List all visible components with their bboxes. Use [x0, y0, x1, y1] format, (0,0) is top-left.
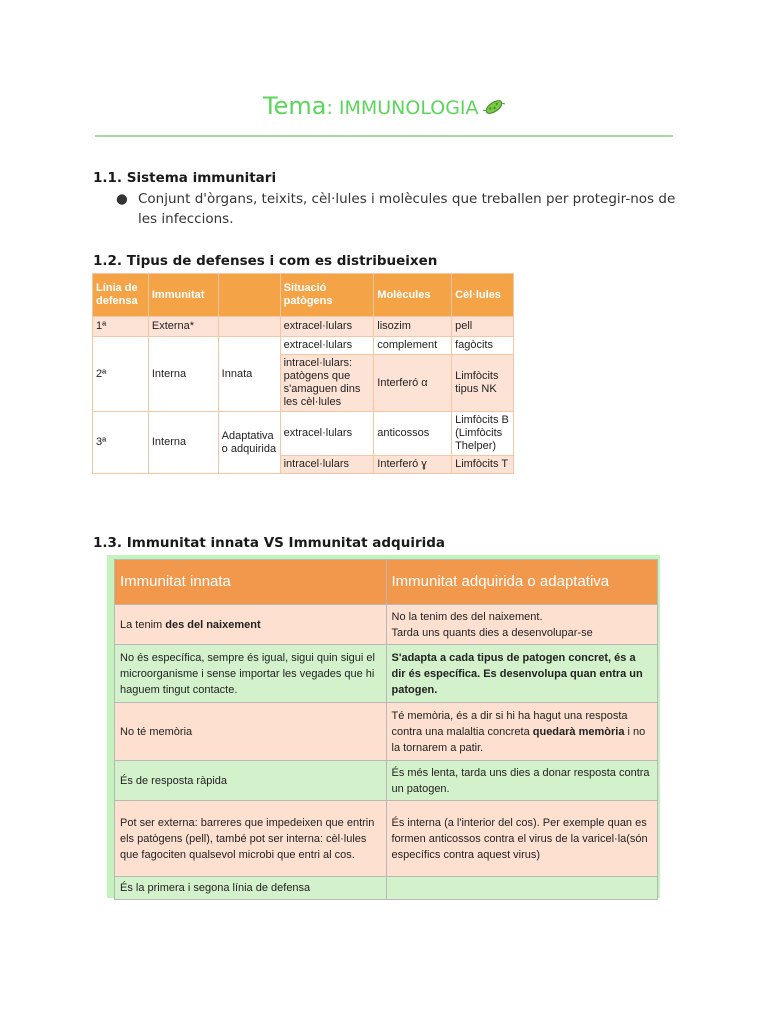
header-cell: Immunitat [148, 274, 218, 317]
title-topic: : IMMUNOLOGIA [326, 97, 479, 119]
header-cell [218, 274, 280, 317]
table-cell: És més lenta, tarda uns dies a donar resposta contra un patogen. [386, 761, 658, 801]
table-cell [218, 317, 280, 337]
bullet-dot-icon: ● [116, 191, 128, 207]
section-heading-2: 1.2. Tipus de defenses i com es distribueixen [93, 253, 438, 269]
table-cell: La tenim des del naixement [115, 605, 387, 645]
table-cell: Limfòcits B (Limfòcits Thelper) [452, 412, 514, 456]
table-cell [386, 877, 658, 900]
table-cell: complement [374, 337, 452, 355]
header-cell: Molècules [374, 274, 452, 317]
table-header-row [115, 560, 658, 605]
table-cell: Externa* [148, 317, 218, 337]
table-cell: intracel·lulars [280, 456, 374, 474]
title-divider [95, 135, 673, 137]
header-adaptive: Immunitat adquirida o adaptativa [386, 560, 658, 605]
microbe-icon [483, 97, 505, 122]
table-cell: Té memòria, és a dir si hi ha hagut una resposta contra una malaltia concreta quedarà memòria i no la tornarem a patir. [386, 703, 658, 761]
table-header-row [93, 274, 514, 317]
defense-table [92, 273, 514, 474]
table-cell: 1ª [93, 317, 149, 337]
header-cell: Línia de defensa [93, 274, 149, 317]
table-cell: No la tenim des del naixement. Tarda uns quants dies a desenvolupar-se [386, 605, 658, 645]
table-cell: lisozim [374, 317, 452, 337]
bullet-text: Conjunt d'òrgans, teixits, cèl·lules i molècules que treballen per protegir-nos de les infeccions. [138, 191, 676, 227]
table-cell: És interna (a l'interior del cos). Per exemple quan es formen anticossos contra el virus de la varicel·la(són específics contra aquest virus) [386, 801, 658, 877]
header-cell: Cèl·lules [452, 274, 514, 317]
table-row [115, 703, 658, 761]
table-row [115, 605, 658, 645]
table-cell: Interna [148, 337, 218, 412]
table-row [115, 645, 658, 703]
table-cell: Interna [148, 412, 218, 474]
bullet-item [116, 189, 676, 229]
table-cell: fagòcits [452, 337, 514, 355]
table-cell: intracel·lulars: patògens que s'amaguen dins les cèl·lules [280, 355, 374, 412]
table-cell: pell [452, 317, 514, 337]
table-row [93, 337, 514, 355]
table-cell: S'adapta a cada tipus de patogen concret, és a dir és específica. Es desenvolupa quan entra un patogen. [386, 645, 658, 703]
table-cell: Pot ser externa: barreres que impedeixen que entrin els patògens (pell), també pot ser interna: cèl·lules que fagociten qualsevol microbi que entri al cos. [115, 801, 387, 877]
table-cell: extracel·lulars [280, 412, 374, 456]
section-heading-1: 1.1. Sistema immunitari [93, 170, 277, 186]
table-cell: Interferó α [374, 355, 452, 412]
table-cell: 3ª [93, 412, 149, 474]
comparison-table [114, 559, 658, 900]
table-cell: 2ª [93, 337, 149, 412]
table-cell: anticossos [374, 412, 452, 456]
table-row [115, 761, 658, 801]
table-cell: Adaptativa o adquirida [218, 412, 280, 474]
table-cell: És de resposta ràpida [115, 761, 387, 801]
table-cell: Limfòcits tipus NK [452, 355, 514, 412]
table-row [93, 412, 514, 456]
table-cell: Limfòcits T [452, 456, 514, 474]
table-cell: extracel·lulars [280, 317, 374, 337]
table-cell: No és específica, sempre és igual, sigui quin sigui el microorganisme i sense importar les vegades que hi haguem tingut contacte. [115, 645, 387, 703]
table-row [93, 317, 514, 337]
table-cell: És la primera i segona línia de defensa [115, 877, 387, 900]
table-row [115, 877, 658, 900]
header-innate: Immunitat innata [115, 560, 387, 605]
table-cell: Innata [218, 337, 280, 412]
title-lead: Tema [263, 92, 327, 120]
table-cell: extracel·lulars [280, 337, 374, 355]
header-cell: Situació patògens [280, 274, 374, 317]
table-cell: Interferó ɣ [374, 456, 452, 474]
section-heading-3: 1.3. Immunitat innata VS Immunitat adquirida [93, 535, 446, 551]
table-row [115, 801, 658, 877]
page-title [0, 92, 768, 122]
table-cell: No té memòria [115, 703, 387, 761]
